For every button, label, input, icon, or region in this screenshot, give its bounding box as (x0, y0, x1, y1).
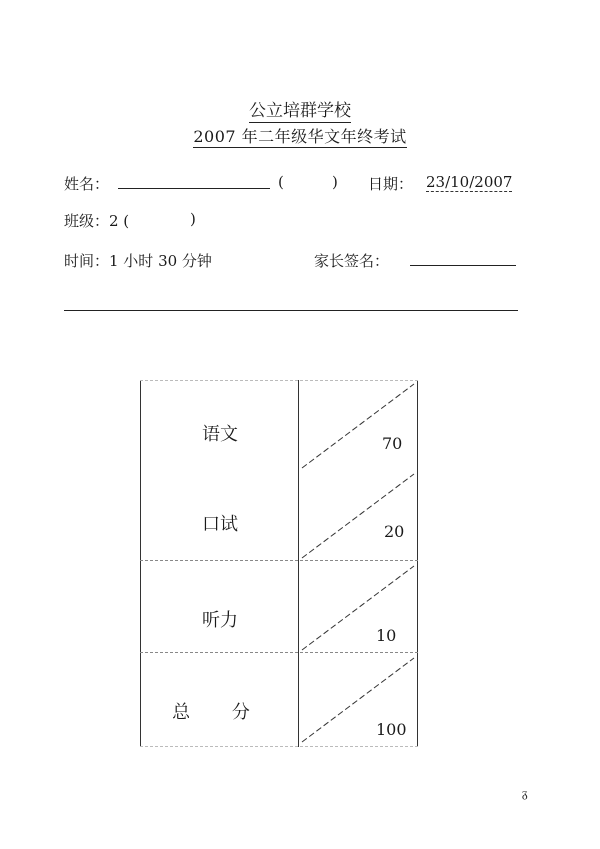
diagonal-line (302, 384, 414, 468)
subject-label: 语文 (202, 424, 238, 445)
class-label: 班级：2 ( (64, 212, 130, 230)
name-label: 姓名： (64, 175, 110, 193)
name-blank[interactable] (118, 188, 270, 189)
school-name: 公立培群学校 (249, 101, 351, 121)
score-table (140, 380, 418, 747)
diagonal-line (302, 474, 414, 558)
subject-label: 听力 (202, 610, 238, 631)
subject-label: 总 分 (172, 702, 268, 723)
exam-title: 2007 年二年级华文年终考试 (193, 127, 407, 146)
time-label: 时间：1 小时 30 分钟 (64, 252, 212, 270)
date-value: 23/10/2007 (426, 173, 513, 191)
signature-blank[interactable] (410, 265, 516, 266)
separator-line (64, 310, 518, 311)
class-paren-close: ) (190, 210, 196, 228)
score-value: 20 (384, 522, 405, 541)
diagonal-line (302, 566, 414, 650)
score-value: 10 (376, 626, 397, 645)
score-value: 100 (376, 720, 407, 739)
name-paren-close: ) (332, 173, 338, 191)
score-value: 70 (382, 434, 403, 453)
name-paren-open: ( (278, 173, 284, 191)
subject-label: 口试 (202, 514, 238, 535)
date-label: 日期： (368, 175, 414, 193)
page-mark: ᵹ (522, 786, 528, 800)
parent-signature-label: 家长签名： (314, 252, 390, 270)
